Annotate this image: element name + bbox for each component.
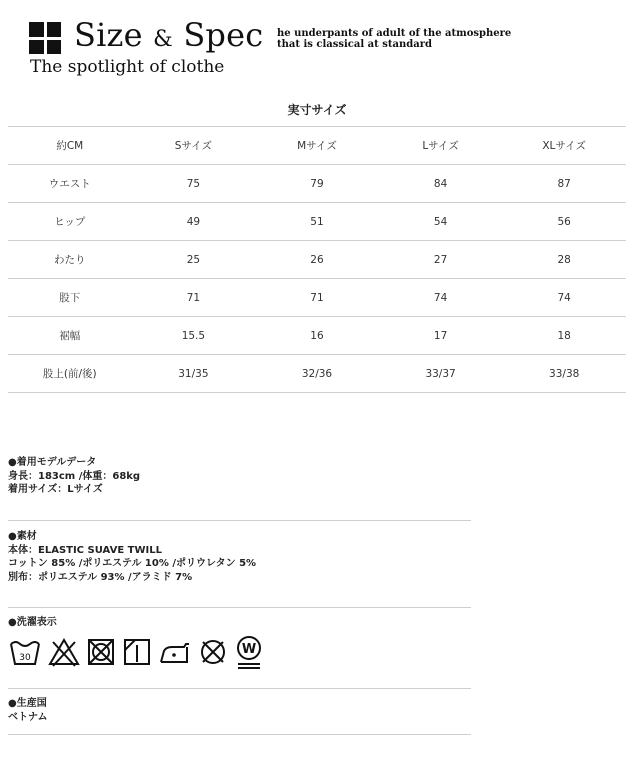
table-row bbox=[8, 165, 626, 203]
wet-clean-icon bbox=[234, 634, 264, 670]
table-cell: 84 bbox=[379, 165, 503, 203]
size-table-title: 実寸サイズ bbox=[287, 103, 347, 117]
material-section bbox=[8, 530, 471, 584]
table-cell: 25 bbox=[132, 241, 256, 279]
header-cell: XLサイズ bbox=[502, 127, 626, 165]
brand-tagline-line-2: that is classical at standard bbox=[277, 39, 432, 50]
care-section bbox=[8, 616, 471, 630]
table-cell: 54 bbox=[379, 203, 503, 241]
header-cell: Sサイズ bbox=[132, 127, 256, 165]
table-cell: 18 bbox=[502, 317, 626, 355]
header-cell: Lサイズ bbox=[379, 127, 503, 165]
table-cell: 71 bbox=[255, 279, 379, 317]
row-label: ヒップ bbox=[8, 203, 132, 241]
logo-squares-icon bbox=[29, 22, 61, 54]
table-cell: 74 bbox=[502, 279, 626, 317]
row-label: わたり bbox=[8, 241, 132, 279]
table-cell: 49 bbox=[132, 203, 256, 241]
brand-subtitle: The spotlight of clothe bbox=[30, 57, 225, 77]
table-cell: 79 bbox=[255, 165, 379, 203]
size-table bbox=[8, 126, 626, 393]
origin-heading: ●生産国 bbox=[8, 698, 47, 709]
row-label: 股上(前/後) bbox=[8, 355, 132, 393]
table-cell: 28 bbox=[502, 241, 626, 279]
table-cell: 16 bbox=[255, 317, 379, 355]
brand-title-amp: & bbox=[153, 27, 173, 52]
table-row bbox=[8, 203, 626, 241]
table-cell: 17 bbox=[379, 317, 503, 355]
table-row bbox=[8, 241, 626, 279]
section-divider bbox=[8, 520, 471, 521]
table-cell: 51 bbox=[255, 203, 379, 241]
brand-tagline-line-1: he underpants of adult of the atmosphere bbox=[277, 28, 512, 39]
material-main-fabric: 本体：ELASTIC SUAVE TWILL bbox=[8, 544, 162, 556]
brand-title-size: Size bbox=[74, 16, 143, 54]
row-label: 股下 bbox=[8, 279, 132, 317]
header-cell: Mサイズ bbox=[255, 127, 379, 165]
origin-section bbox=[8, 697, 471, 724]
material-heading: ●素材 bbox=[8, 531, 37, 542]
table-cell: 33/37 bbox=[379, 355, 503, 393]
no-dry-clean-icon bbox=[198, 636, 228, 668]
row-label: ウエスト bbox=[8, 165, 132, 203]
iron-low-icon bbox=[158, 636, 192, 668]
section-divider bbox=[8, 607, 471, 608]
table-cell: 31/35 bbox=[132, 355, 256, 393]
table-cell: 26 bbox=[255, 241, 379, 279]
care-heading: ●洗濯表示 bbox=[8, 617, 57, 628]
wash-temp-label: 30 bbox=[19, 653, 31, 663]
table-cell: 15.5 bbox=[132, 317, 256, 355]
wet-clean-label: W bbox=[241, 642, 257, 657]
model-size-worn: 着用サイズ：Lサイズ bbox=[8, 484, 103, 495]
table-cell: 56 bbox=[502, 203, 626, 241]
no-tumble-dry-icon bbox=[86, 636, 116, 668]
table-cell: 74 bbox=[379, 279, 503, 317]
material-sub-fabric: 別布：ポリエステル 93% /アラミド 7% bbox=[8, 571, 193, 583]
table-row bbox=[8, 355, 626, 393]
brand-tagline bbox=[277, 28, 511, 50]
table-cell: 71 bbox=[132, 279, 256, 317]
row-label: 裾幅 bbox=[8, 317, 132, 355]
origin-value: ベトナム bbox=[8, 711, 48, 723]
table-cell: 27 bbox=[379, 241, 503, 279]
wash-30-icon bbox=[8, 636, 42, 668]
section-divider bbox=[8, 688, 471, 689]
table-cell: 75 bbox=[132, 165, 256, 203]
no-bleach-icon bbox=[48, 636, 80, 668]
table-row bbox=[8, 279, 626, 317]
model-heading: ●着用モデルデータ bbox=[8, 457, 97, 468]
brand-title-spec: Spec bbox=[183, 16, 264, 54]
table-cell: 87 bbox=[502, 165, 626, 203]
drip-dry-shade-icon bbox=[122, 636, 152, 668]
table-cell: 33/38 bbox=[502, 355, 626, 393]
brand-title bbox=[74, 16, 263, 54]
section-divider bbox=[8, 734, 471, 735]
header-cell: 約CM bbox=[8, 127, 132, 165]
table-cell: 32/36 bbox=[255, 355, 379, 393]
model-data-section bbox=[8, 456, 471, 497]
model-body-stats: 身長：183cm /体重：68kg bbox=[8, 470, 141, 482]
size-table-header-row bbox=[8, 127, 626, 165]
brand-header bbox=[0, 0, 640, 90]
table-row bbox=[8, 317, 626, 355]
care-icons-row bbox=[8, 634, 264, 670]
material-composition: コットン 85% /ポリエステル 10% /ポリウレタン 5% bbox=[8, 558, 257, 569]
